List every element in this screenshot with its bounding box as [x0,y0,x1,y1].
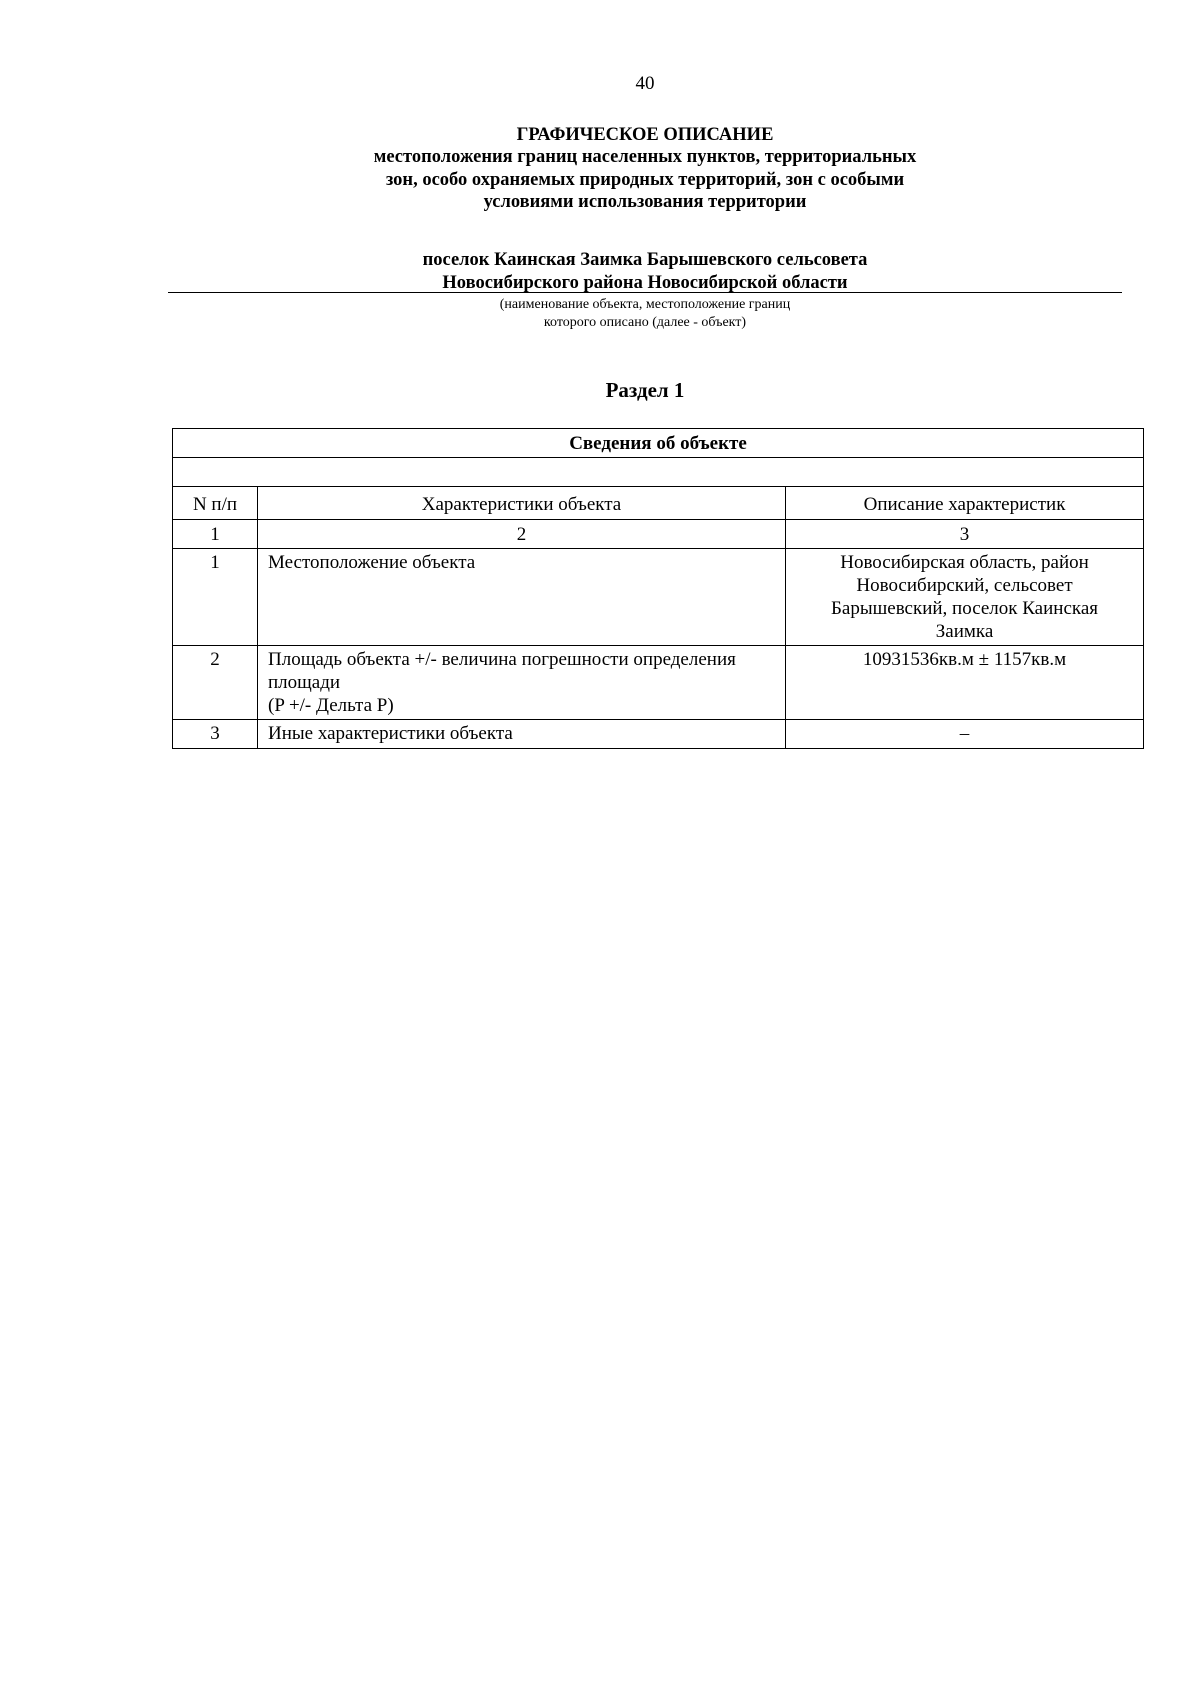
page-number: 40 [635,73,655,94]
description-line: Новосибирский, сельсовет [856,575,1073,596]
table-column-numbers-row [173,520,1144,549]
row-number-cell: 3 [173,720,258,749]
description-line: Заимка [935,621,994,642]
subtitle-line: местоположения границ населенных пунктов, территориальных [373,147,917,167]
document-title: ГРАФИЧЕСКОЕ ОПИСАНИЕ [516,125,774,145]
description-line: 10931536кв.м ± 1157кв.м [862,649,1067,670]
subtitle-line: зон, особо охраняемых природных территорий, зон с особыми [385,169,905,190]
section-title: Раздел 1 [605,378,685,402]
object-name-underline [168,292,1122,293]
characteristic-line: Местоположение объекта [268,552,476,573]
subtitle-line: условиями использования территории [483,192,807,212]
header-cell-characteristic: Характеристики объекта [258,487,786,520]
row-number-cell: 2 [173,646,258,720]
object-name [0,249,1200,294]
description-cell [786,646,1144,720]
table-caption: Сведения об объекте [173,429,1144,458]
header-cell-num: N п/п [173,487,258,520]
description-cell [786,549,1144,646]
object-name-caption [0,296,1200,332]
object-info-table [172,428,1144,749]
characteristic-line: Иные характеристики объекта [268,723,513,744]
table-blank-row [173,458,1144,487]
table-row [173,646,1144,720]
characteristic-line: (P +/- Дельта P) [268,695,394,716]
caption-line: которого описано (далее - объект) [543,315,747,330]
description-cell [786,720,1144,749]
object-name-line: поселок Каинская Заимка Барышевского сельсовета [422,250,868,270]
description-line: Барышевский, поселок Каинская [831,598,1098,619]
characteristic-cell [258,549,786,646]
table-row [173,549,1144,646]
characteristic-line: Площадь объекта +/- величина погрешности определения [268,649,736,670]
description-line: Новосибирская область, район [840,552,1089,573]
table-caption-row [173,429,1144,458]
description-line: – [959,723,970,744]
table-header-row [173,487,1144,520]
column-number-cell: 3 [786,520,1144,549]
column-number-cell: 2 [258,520,786,549]
document-subtitle [0,146,1200,214]
blank-cell [173,458,1144,487]
characteristic-line: площади [268,672,341,693]
caption-line: (наименование объекта, местоположение границ [499,297,791,312]
column-number-cell: 1 [173,520,258,549]
object-name-line: Новосибирского района Новосибирской области [442,272,848,293]
characteristic-cell [258,720,786,749]
row-number-cell: 1 [173,549,258,646]
header-cell-description: Описание характеристик [786,487,1144,520]
characteristic-cell [258,646,786,720]
table-row [173,720,1144,749]
